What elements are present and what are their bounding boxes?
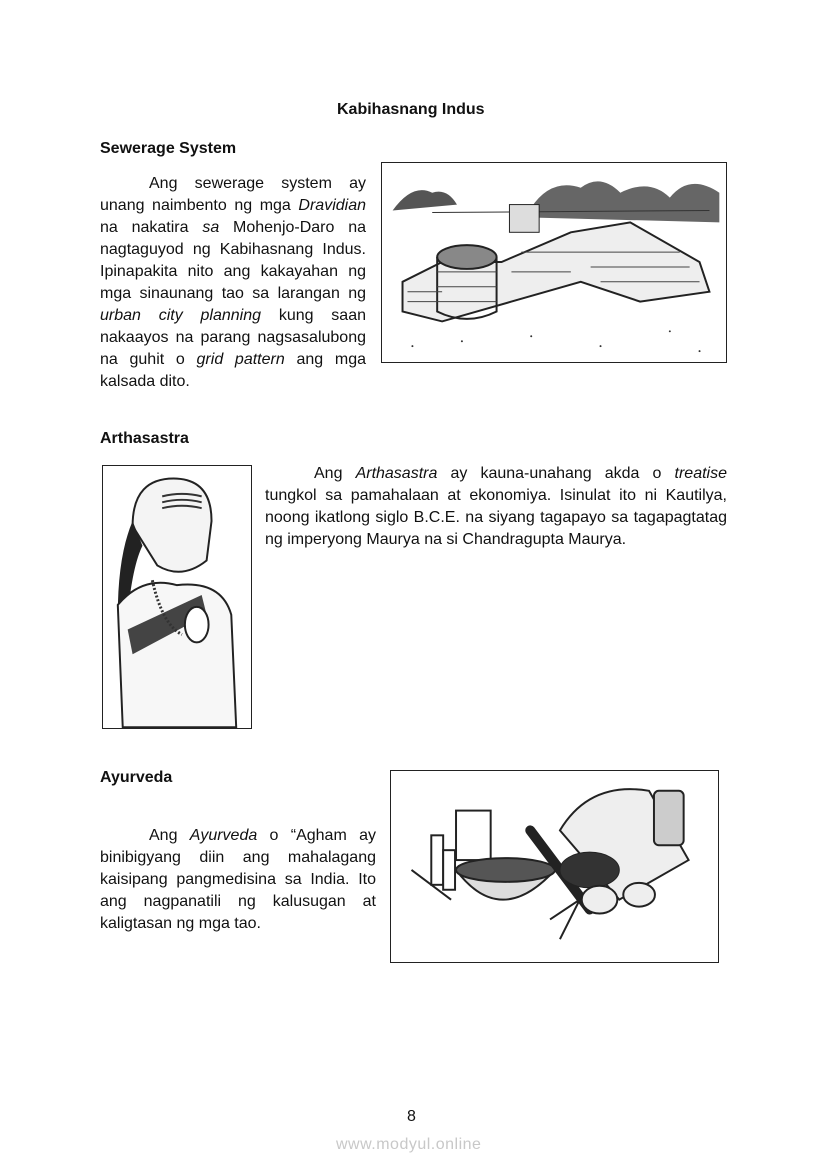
italic-term: treatise xyxy=(674,465,727,482)
italic-term: Arthasastra xyxy=(355,465,438,482)
text-run: na nakatira xyxy=(100,219,203,236)
text-run: Ang xyxy=(149,827,190,844)
text-run: Ang sewerage system ay unang naimbento ng mga xyxy=(100,175,366,214)
arthasastra-paragraph xyxy=(265,463,727,551)
italic-term: Dravidian xyxy=(298,197,366,214)
italic-term: urban city planning xyxy=(100,307,262,324)
section-heading-sewerage: Sewerage System xyxy=(100,140,237,157)
text-run: Mohenjo-Daro na nagtaguyod ng Kabihasnang Indus. Ipinapakita nito ang kakayahan ng mga sinaunang tao sa larangan ng xyxy=(100,219,366,302)
italic-term: Ayurveda xyxy=(189,827,258,844)
section-heading-ayurveda: Ayurveda xyxy=(100,769,173,786)
italic-term: grid pattern xyxy=(196,351,285,368)
ayurveda-illustration xyxy=(390,770,719,963)
sewerage-illustration xyxy=(381,162,727,363)
page-number: 8 xyxy=(407,1108,416,1125)
ayurveda-paragraph xyxy=(100,825,376,935)
section-heading-arthasastra: Arthasastra xyxy=(100,430,189,447)
text-run: tungkol sa pamahalaan at ekonomiya. Isinulat ito ni Kautilya, noong ikatlong siglo B.C.E. na siyang tagapayo sa tagapagtatag ng imperyong Maurya na si Chandragupta Maurya. xyxy=(265,487,727,548)
watermark: www.modyul.online xyxy=(336,1136,482,1153)
sewerage-paragraph xyxy=(100,173,366,393)
text-run: ang mga kalsada dito. xyxy=(100,351,366,390)
kautilya-illustration xyxy=(102,465,252,729)
italic-term: sa xyxy=(202,219,220,236)
text-run: o “Agham ay binibigyang diin ang mahalagang kaisipang pangmedisina sa India. Ito ang nagpanatili ng kalusugan at kaligtasan ng mga tao. xyxy=(100,827,376,932)
text-run: Ang xyxy=(314,465,356,482)
text-run: ay kauna-unahang akda o xyxy=(437,465,675,482)
text-run: kung saan nakaayos na parang nagsasalubong na guhit o xyxy=(100,307,366,368)
page-title: Kabihasnang Indus xyxy=(337,101,485,118)
